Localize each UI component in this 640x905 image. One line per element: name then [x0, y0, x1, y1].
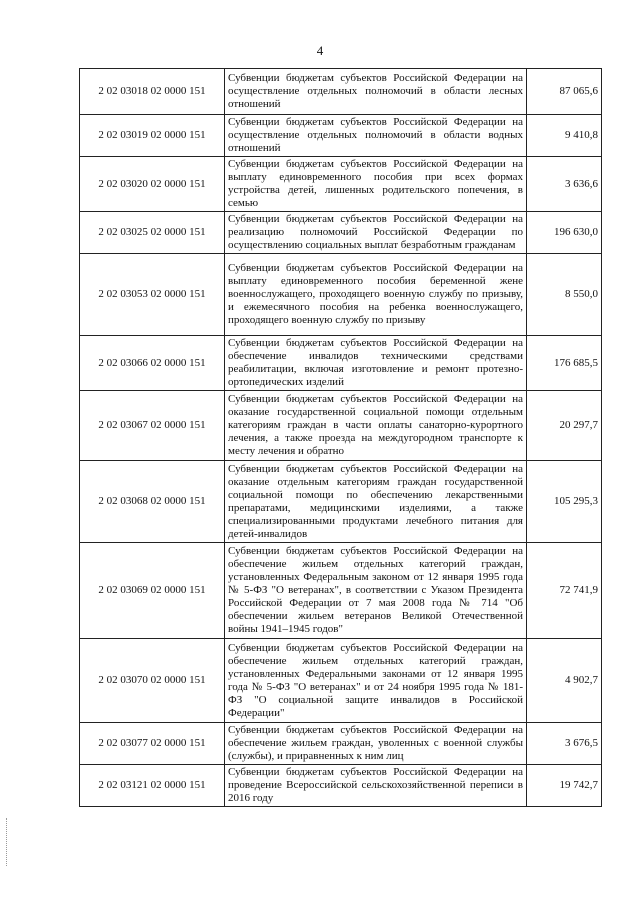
row-description: Субвенции бюджетам субъектов Российской Федерации на обеспечение инвалидов техническими средствами реабилитации, включая изготовление и ремонт протезно-ортопедических изделий [225, 336, 527, 391]
row-amount: 9 410,8 [527, 115, 602, 157]
table-row [80, 157, 602, 212]
row-amount: 3 636,6 [527, 157, 602, 212]
table-row [80, 212, 602, 254]
table-row [80, 723, 602, 765]
page-number: 4 [316, 43, 324, 58]
row-description: Субвенции бюджетам субъектов Российской Федерации на реализацию полномочий Российской Федерации по осуществлению социальных выплат безработным гражданам [225, 212, 527, 254]
row-amount: 19 742,7 [527, 765, 602, 807]
row-description: Субвенции бюджетам субъектов Российской Федерации на обеспечение жильем граждан, уволенных с военной службы (службы), и приравненных к ним лиц [225, 723, 527, 765]
row-amount: 72 741,9 [527, 543, 602, 639]
table-row [80, 639, 602, 723]
table-row [80, 391, 602, 461]
row-code: 2 02 03121 02 0000 151 [80, 765, 225, 807]
row-amount: 105 295,3 [527, 461, 602, 543]
table-row [80, 115, 602, 157]
row-description: Субвенции бюджетам субъектов Российской Федерации на оказание государственной социальной помощи отдельным категориям граждан в части оплаты санаторно-курортного лечения, а также проезда на междугородном транспорте к месту лечения и обратно [225, 391, 527, 461]
row-code: 2 02 03053 02 0000 151 [80, 254, 225, 336]
row-amount: 3 676,5 [527, 723, 602, 765]
table-row [80, 765, 602, 807]
budget-table [79, 68, 602, 807]
row-description: Субвенции бюджетам субъектов Российской Федерации на проведение Всероссийской сельскохозяйственной переписи в 2016 году [225, 765, 527, 807]
row-description: Субвенции бюджетам субъектов Российской Федерации на выплату единовременного пособия при всех формах устройства детей, лишенных родительского попечения, в семью [225, 157, 527, 212]
row-description: Субвенции бюджетам субъектов Российской Федерации на обеспечение жильем отдельных категорий граждан, установленных Федеральными законами от 12 января 1995 года № 5-ФЗ "О ветеранах" и от 24 ноября 1995 года № 181-ФЗ "О социальной защите инвалидов в Российской Федерации" [225, 639, 527, 723]
margin-scan-marks [6, 818, 9, 866]
row-amount: 176 685,5 [527, 336, 602, 391]
row-code: 2 02 03025 02 0000 151 [80, 212, 225, 254]
table-row [80, 69, 602, 115]
row-code: 2 02 03067 02 0000 151 [80, 391, 225, 461]
row-description: Субвенции бюджетам субъектов Российской Федерации на оказание отдельным категориям граждан государственной социальной помощи по обеспечению лекарственными препаратами, медицинскими изделиями, а также специализированными продуктами лечебного питания для детей-инвалидов [225, 461, 527, 543]
row-code: 2 02 03018 02 0000 151 [80, 69, 225, 115]
row-code: 2 02 03068 02 0000 151 [80, 461, 225, 543]
row-amount: 8 550,0 [527, 254, 602, 336]
table-row [80, 543, 602, 639]
row-code: 2 02 03020 02 0000 151 [80, 157, 225, 212]
table-row [80, 336, 602, 391]
row-code: 2 02 03077 02 0000 151 [80, 723, 225, 765]
row-description: Субвенции бюджетам субъектов Российской Федерации на обеспечение жильем отдельных категорий граждан, установленных Федеральным законом от 12 января 1995 года № 5-ФЗ "О ветеранах", в соответствии с Указом Президента Российской Федерации от 7 мая 2008 года № 714 "Об обеспечении жильем ветеранов Великой Отечественной войны 1941–1945 годов" [225, 543, 527, 639]
row-code: 2 02 03070 02 0000 151 [80, 639, 225, 723]
row-code: 2 02 03019 02 0000 151 [80, 115, 225, 157]
budget-table-body [80, 69, 602, 807]
row-description: Субвенции бюджетам субъектов Российской Федерации на осуществление отдельных полномочий в области лесных отношений [225, 69, 527, 115]
table-row [80, 254, 602, 336]
row-description: Субвенции бюджетам субъектов Российской Федерации на выплату единовременного пособия беременной жене военнослужащего, проходящего военную службу по призыву, и ежемесячного пособия на ребенка военнослужащего, проходящего военную службу по призыву [225, 254, 527, 336]
row-description: Субвенции бюджетам субъектов Российской Федерации на осуществление отдельных полномочий в области водных отношений [225, 115, 527, 157]
row-amount: 196 630,0 [527, 212, 602, 254]
row-code: 2 02 03066 02 0000 151 [80, 336, 225, 391]
row-amount: 4 902,7 [527, 639, 602, 723]
row-amount: 20 297,7 [527, 391, 602, 461]
row-amount: 87 065,6 [527, 69, 602, 115]
table-row [80, 461, 602, 543]
row-code: 2 02 03069 02 0000 151 [80, 543, 225, 639]
